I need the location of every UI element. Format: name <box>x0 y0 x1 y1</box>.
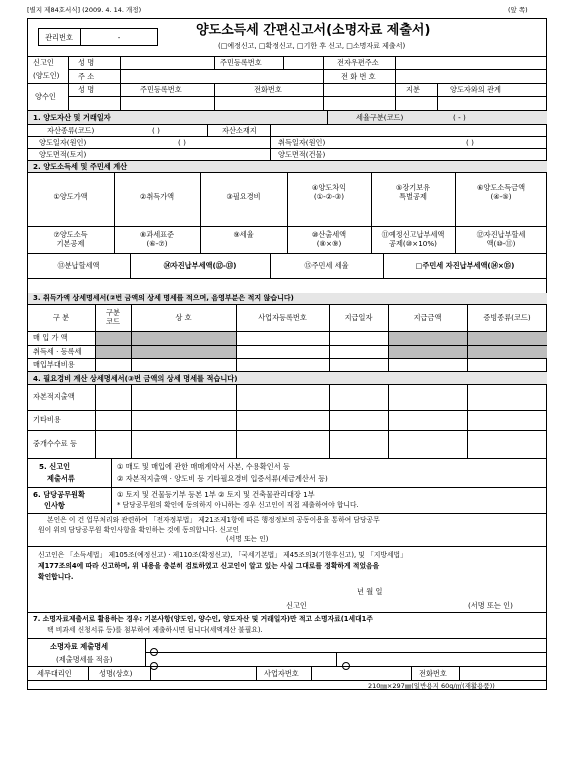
reporter-phone-label: 전 화 번 호 <box>341 72 376 81</box>
transferee-share-label: 지분 <box>406 85 420 94</box>
calc-cell-2: ②취득가액 <box>139 192 175 201</box>
footer-spec: 210㎜×297㎜(일반용지 60g/㎡(재활용품)) <box>368 682 495 690</box>
acq-row-label: 매 입 가 액 <box>33 333 68 342</box>
asset-location-label: 자산소재지 <box>222 126 257 135</box>
proof-label1: 소명자료 제출명세 <box>50 642 109 651</box>
reporter-rrn-label: 주민등록번호 <box>220 58 262 67</box>
calc-cell-10: ⑩산출세액 <box>311 230 347 239</box>
tax-code-value: ( - ) <box>453 113 466 122</box>
calc-cell-6: ⑥양도소득금액 <box>476 183 526 192</box>
calc-cell-11: ⑪예정신고납부세액 <box>381 230 445 239</box>
shaded-cell <box>96 346 236 358</box>
transfer-date-label: 양도일자(원인) <box>39 138 87 147</box>
calc-cell-12: 액(⑩-⑪) <box>486 239 516 248</box>
consent-line1: 본인은 이 건 업무처리와 관련하여 「전자정부법」 제21조제1항에 따른 행정정보의 공동이용을 통하여 담당공무 <box>47 516 380 524</box>
acquire-date-value: ( ) <box>466 138 474 147</box>
acq-header-1: 구 분 <box>52 313 70 322</box>
calc-cell-13: ⑬분납할세액 <box>57 261 100 270</box>
transfer-date-value: ( ) <box>178 138 186 147</box>
admin-value: - <box>117 33 121 42</box>
proof-checkbox-2[interactable] <box>150 655 158 674</box>
declaration-line3: 확인합니다. <box>38 573 74 581</box>
acq-header-5: 지급일자 <box>344 313 373 322</box>
reporter-name-label: 성 명 <box>78 58 95 67</box>
form-title: 양도소득세 간편신고서(소명자료 제출서) <box>196 23 431 38</box>
transferee-name-label: 성 명 <box>78 85 95 94</box>
transferee-rrn-label: 주민등록번호 <box>140 85 182 94</box>
acq-row-label: 매입부대비용 <box>33 360 75 369</box>
section5-line2: ② 자본적지출액 · 양도비 등 기타필요경비 입증서류(세금계산서 등) <box>117 474 328 483</box>
declaration-line2: 제177조의4에 따라 신고하며, 위 내용을 충분히 검토하였고 신고인이 알고 있는 사실 그대로를 정확하게 적었음을 <box>38 562 380 570</box>
declaration-signer: 신고인 <box>286 601 307 610</box>
reporter-label: 신고인 <box>33 58 54 67</box>
section6-line1: ① 토지 및 건물등기부 등본 1부 ② 토지 및 건축물관리대장 1부 <box>117 490 315 499</box>
declaration-sign: (서명 또는 인) <box>468 601 513 610</box>
asset-type-value: ( ) <box>152 126 160 135</box>
acq-header-6: 지급금액 <box>413 313 442 322</box>
expense-row-label: 자본적지출액 <box>33 392 75 401</box>
calc-cell-1: ①양도가액 <box>53 192 88 201</box>
acquire-date-label: 취득일자(원인) <box>278 138 326 147</box>
calc-cell-4: (①-②-③) <box>313 192 345 201</box>
shaded-cell <box>96 332 236 345</box>
acq-header-3: 상 호 <box>175 313 192 322</box>
acq-row-label: 취득세 · 등록세 <box>33 347 82 356</box>
calc-cell-6: (④-⑤) <box>490 192 512 201</box>
calc-cell-4: ④양도차익 <box>311 183 347 192</box>
transferee-label: 양수인 <box>35 92 56 101</box>
form-number: [별지 제84호서식] (2009. 4. 14. 개정) <box>27 6 142 14</box>
acq-header-2: 코드 <box>106 317 120 326</box>
transfer-area-land-label: 양도면적(토지) <box>39 150 87 159</box>
consent-sign: (서명 또는 인) <box>226 535 269 543</box>
proof-label2: (제출명세를 적음) <box>56 655 113 664</box>
filing-options: (□예정신고, □확정신고, □기한 후 신고, □소명자료 제출서) <box>218 42 406 50</box>
calc-cell-3: ③필요경비 <box>226 192 261 201</box>
section6-title: 6. 담당공무원확 <box>33 490 85 499</box>
agent-name-label: 성명(상호) <box>99 669 133 678</box>
section3-title: 3. 취득가액 상세명세서(②번 금액의 상세 명세를 적으며, 음영부분은 적지 않습니다) <box>33 294 294 302</box>
proof-checkbox-3[interactable] <box>342 655 350 674</box>
section4-title: 4. 필요경비 계산 상세명세서(③번 금액의 상세 명세를 적습니다) <box>33 374 238 383</box>
agent-phone-label: 전화번호 <box>419 669 447 678</box>
transfer-area-bldg-label: 양도면적(건물) <box>278 150 326 159</box>
calc-cell-5: ⑤장기보유 <box>395 183 431 192</box>
section6-line2: * 담당공무원의 확인에 동의하지 아니하는 경우 신고인이 직접 제출하여야 합니다. <box>117 501 359 509</box>
section7-line1: 7. 소명자료제출서로 활용하는 경우: 기본사항(양도인, 양수인, 양도자산 및 거래일자)만 적고 소명자료(1세대1주 <box>33 615 373 623</box>
calc-cell-11: 공제(⑩×10%) <box>389 239 437 248</box>
calc-cell-8: ⑧과세표준 <box>139 230 175 239</box>
expense-row-label: 중개수수료 등 <box>33 439 77 448</box>
calc-cell-12: ⑫자진납부할세 <box>476 230 526 239</box>
expense-row-label: 기타비용 <box>33 415 61 424</box>
calc-cell-8: (⑥-⑦) <box>146 239 168 248</box>
transferee-phone-label: 전화번호 <box>254 85 282 94</box>
admin-label: 관리번호 <box>45 33 73 42</box>
calc-cell-7: 기본공제 <box>56 239 85 248</box>
calc-cell-14: ⑭자진납부세액(⑫-⑬) <box>163 261 237 270</box>
agent-label: 세무대리인 <box>37 669 72 678</box>
section5-title: 5. 신고인 <box>39 462 71 471</box>
section2-title: 2. 양도소득세 및 주민세 계산 <box>33 162 128 171</box>
declaration-date: 년 월 일 <box>357 587 383 596</box>
shaded-cell <box>389 346 547 358</box>
section7-line2: 택 비과세 신청서류 등)를 첨부하여 제출하시면 됩니다(세액계산 불필요). <box>47 626 263 634</box>
tax-code-label: 세율구분(코드) <box>356 113 404 122</box>
acq-header-7: 증빙종류(코드) <box>483 313 531 322</box>
section5-line1: ① 매도 및 매입에 관한 매매계약서 사본, 수용확인서 등 <box>117 462 290 471</box>
acq-header-4: 사업자등록번호 <box>258 313 307 322</box>
section1-title: 1. 양도자산 및 거래일자 <box>33 113 111 122</box>
page-side: (앞 쪽) <box>508 6 528 14</box>
calc-cell-10: (⑧×⑨) <box>316 239 342 248</box>
calc-cell-5: 특별공제 <box>399 192 427 201</box>
calc-cell-7: ⑦양도소득 <box>53 230 88 239</box>
reporter-email-label: 전자우편주소 <box>337 58 379 67</box>
reporter-address-label: 주 소 <box>78 72 95 81</box>
section6-title2: 인사항 <box>44 501 65 510</box>
asset-type-label: 자산종류(코드) <box>47 126 95 135</box>
declaration-line1: 신고인은 「소득세법」 제105조(예정신고) · 제110조(확정신고), 「국세기본법」 제45조의3(기한후신고), 및 「지방세법」 <box>38 551 407 559</box>
section5-title2: 제출서류 <box>47 474 75 483</box>
reporter-label2: (양도인) <box>33 71 60 80</box>
acq-header-2: 구분 <box>106 308 120 317</box>
calc-cell-16: □주민세 자진납부세액(⑭×⑮) <box>415 261 515 270</box>
shaded-cell <box>389 332 547 345</box>
transferee-relation-label: 양도자와의 관계 <box>450 85 501 94</box>
agent-bizno-label: 사업자번호 <box>264 669 299 678</box>
calc-cell-15: ⑮주민세 세율 <box>304 261 349 270</box>
consent-line2: 원이 위의 담당공무원 확인사항을 확인하는 것에 동의합니다. 신고인 <box>38 526 240 534</box>
calc-cell-9: ⑨세율 <box>233 230 254 239</box>
